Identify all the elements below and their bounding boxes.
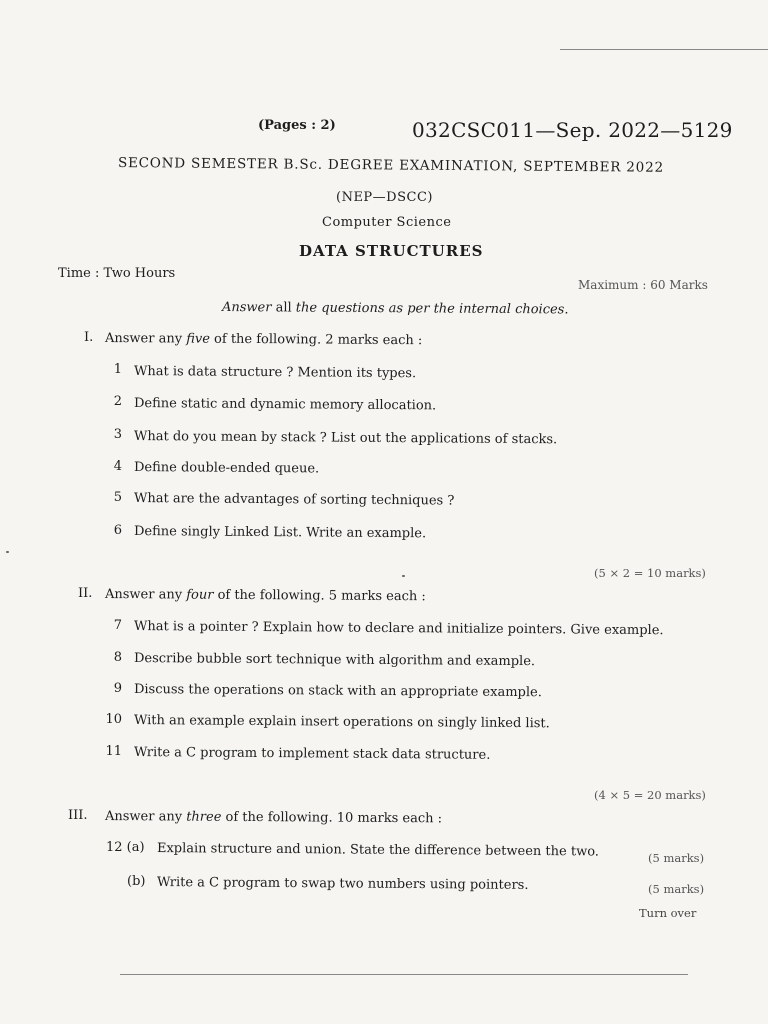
question-number: 11 xyxy=(105,744,122,759)
question-text: Define double-ended queue. xyxy=(133,460,320,477)
question-text: With an example explain insert operations on singly linked list. xyxy=(133,713,550,732)
section-marks: (4 × 5 = 20 marks) xyxy=(594,788,706,802)
question-number: 12 (a) xyxy=(106,840,145,855)
question-number: 8 xyxy=(113,650,122,665)
instruction-bold: all xyxy=(275,300,292,316)
question-text: Write a C program to swap two numbers using pointers. xyxy=(156,875,529,893)
question-number: 2 xyxy=(113,394,122,409)
section-suffix: of the following. 5 marks each : xyxy=(217,587,426,605)
subject: Computer Science xyxy=(322,215,452,230)
scheme: (NEP—DSCC) xyxy=(336,190,433,205)
question-number: (b) xyxy=(127,874,146,889)
section-count: four xyxy=(186,587,214,603)
question-text: What is data structure ? Mention its types. xyxy=(133,364,417,382)
section-prefix: Answer any xyxy=(104,587,183,603)
section-prefix: Answer any xyxy=(104,331,183,347)
time-allowed: Time : Two Hours xyxy=(58,266,176,281)
question-text: Describe bubble sort technique with algorithm and example. xyxy=(133,651,536,670)
turn-over-note: Turn over xyxy=(639,906,697,920)
section-marks: (5 × 2 = 10 marks) xyxy=(594,566,706,580)
question-text: Define singly Linked List. Write an example. xyxy=(133,524,427,542)
section-instruction xyxy=(105,331,422,348)
bottom-rule xyxy=(120,974,688,975)
instruction-rest: the questions as per the internal choices. xyxy=(295,300,569,318)
section-suffix: of the following. 10 marks each : xyxy=(225,809,443,827)
question-text: Discuss the operations on stack with an appropriate example. xyxy=(133,682,542,701)
question-text: What are the advantages of sorting techniques ? xyxy=(133,491,455,509)
paper-code: 032CSC011—Sep. 2022—5129 xyxy=(412,118,733,142)
question-text: What do you mean by stack ? List out the applications of stacks. xyxy=(133,429,558,448)
instruction-lead: Answer xyxy=(221,300,272,316)
paper-title: DATA STRUCTURES xyxy=(299,242,484,260)
section-instruction xyxy=(105,809,442,826)
question-text: Write a C program to implement stack data structure. xyxy=(133,745,491,763)
general-instruction xyxy=(222,300,569,317)
question-number: 5 xyxy=(113,490,122,505)
question-number: 7 xyxy=(113,618,122,633)
section-prefix: Answer any xyxy=(104,809,183,825)
scan-speck xyxy=(402,575,405,577)
section-count: five xyxy=(186,331,210,347)
question-text: Explain structure and union. State the difference between the two. xyxy=(156,841,600,860)
question-marks: (5 marks) xyxy=(648,882,705,896)
section-numeral: I. xyxy=(84,330,94,345)
question-number: 1 xyxy=(113,362,122,377)
section-instruction xyxy=(105,587,426,604)
question-number: 3 xyxy=(113,427,122,442)
section-count: three xyxy=(186,809,222,825)
exam-title: SECOND SEMESTER B.Sc. DEGREE EXAMINATION, SEPTEMBER 2022 xyxy=(117,155,664,176)
section-numeral: III. xyxy=(68,808,88,823)
section-suffix: of the following. 2 marks each : xyxy=(214,331,423,349)
question-number: 9 xyxy=(113,681,122,696)
question-number: 4 xyxy=(113,459,122,474)
maximum-marks: Maximum : 60 Marks xyxy=(578,278,708,292)
scan-speck xyxy=(6,551,9,553)
question-text: What is a pointer ? Explain how to declare and initialize pointers. Give example. xyxy=(133,619,664,639)
question-marks: (5 marks) xyxy=(648,851,705,865)
top-rule xyxy=(560,49,768,50)
section-numeral: II. xyxy=(78,586,93,601)
question-number: 6 xyxy=(113,523,122,538)
page-count: (Pages : 2) xyxy=(258,118,336,133)
question-text: Define static and dynamic memory allocation. xyxy=(133,396,437,414)
question-number: 10 xyxy=(105,712,122,727)
